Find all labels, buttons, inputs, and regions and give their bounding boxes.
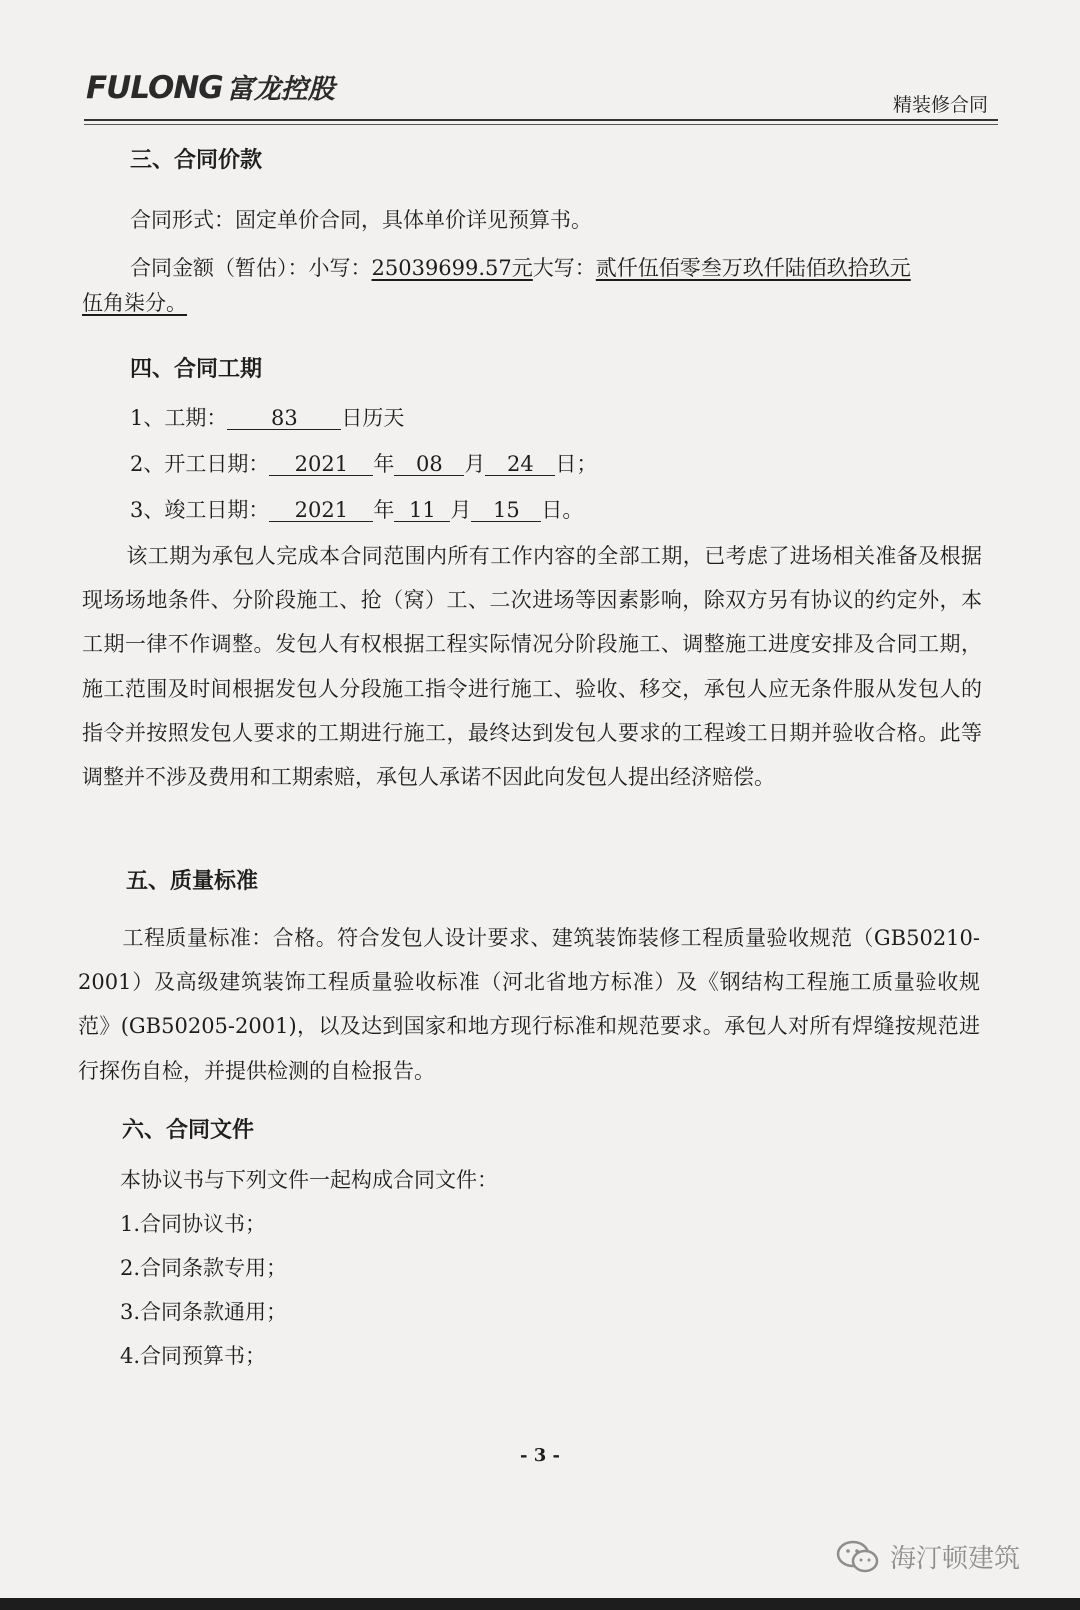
start-day: 24	[485, 453, 555, 476]
start-year-char: 年	[373, 452, 395, 476]
amount-small: 25039699.57元	[371, 256, 533, 280]
finish-end: 日。	[541, 498, 584, 522]
scan-edge-band	[0, 1598, 1080, 1610]
contract-amount-line-2	[82, 291, 201, 315]
logo-cn-text: 富龙控股	[226, 74, 335, 105]
finish-month-char: 月	[450, 498, 472, 522]
section-heading-price: 三、合同价款	[130, 148, 263, 173]
start-date-line	[130, 452, 597, 476]
period-paragraph	[82, 534, 982, 799]
start-month-char: 月	[464, 452, 486, 476]
page-number: - 3 -	[520, 1445, 560, 1466]
finish-year: 2021	[269, 499, 373, 522]
company-logo	[86, 70, 335, 106]
period-line	[130, 406, 404, 430]
section-heading-documents: 六、合同文件	[122, 1118, 255, 1143]
contract-amount-line	[130, 256, 911, 280]
start-month: 08	[394, 453, 464, 476]
document-type-label: 精装修合同	[892, 94, 988, 116]
section-heading-period: 四、合同工期	[130, 357, 263, 382]
finish-label: 3、竣工日期：	[130, 498, 270, 522]
quality-paragraph-text: 工程质量标准：合格。符合发包人设计要求、建筑装饰装修工程质量验收规范（GB50210-2001）及高级建筑装饰工程质量验收标准（河北省地方标准）及《钢结构工程施工质量验收规范》(GB50205-2001)，以及达到国家和地方现行标准和规范要求。承包人对所有焊缝按规范进行探伤自检，并提供检测的自检报告。	[78, 926, 980, 1083]
finish-month: 11	[394, 499, 450, 522]
contract-form-line: 合同形式：固定单价合同，具体单价详见预算书。	[130, 208, 592, 232]
start-label: 2、开工日期：	[130, 452, 270, 476]
header-divider-thin	[84, 124, 998, 125]
start-year: 2021	[269, 453, 373, 476]
header-divider	[84, 119, 998, 121]
wechat-icon	[836, 1540, 880, 1574]
amount-big-1: 贰仟伍佰零叁万玖仟陆佰玖拾玖元	[595, 256, 911, 280]
document-item: 4.合同预算书；	[120, 1344, 267, 1368]
watermark-text: 海汀顿建筑	[889, 1544, 1020, 1574]
finish-year-char: 年	[373, 498, 395, 522]
period-value: 83	[227, 407, 341, 430]
document-item: 1.合同协议书；	[120, 1212, 267, 1236]
amount-big-prefix: 大写：	[532, 256, 596, 280]
amount-big-2: 伍角柒分。	[82, 291, 187, 315]
quality-paragraph	[78, 916, 980, 1093]
period-label: 1、工期：	[130, 406, 228, 430]
finish-day: 15	[471, 499, 541, 522]
documents-intro: 本协议书与下列文件一起构成合同文件：	[120, 1168, 498, 1192]
document-item: 2.合同条款专用；	[120, 1256, 288, 1280]
section-heading-quality: 五、质量标准	[126, 869, 259, 894]
amount-prefix: 合同金额（暂估）：小写：	[130, 256, 372, 280]
wechat-watermark	[836, 1538, 1020, 1575]
period-paragraph-text: 该工期为承包人完成本合同范围内所有工作内容的全部工期，已考虑了进场相关准备及根据现场场地条件、分阶段施工、抢（窝）工、二次进场等因素影响，除双方另有协议的约定外，本工期一律不作调整。发包人有权根据工程实际情况分阶段施工、调整施工进度安排及合同工期，施工范围及时间根据发包人分段施工指令进行施工、验收、移交，承包人应无条件服从发包人的指令并按照发包人要求的工期进行施工，最终达到发包人要求的工程竣工日期并验收合格。此等调整并不涉及费用和工期索赔，承包人承诺不因此向发包人提出经济赔偿。	[82, 544, 982, 790]
period-unit: 日历天	[341, 406, 405, 430]
finish-date-line	[130, 498, 583, 522]
document-item: 3.合同条款通用；	[120, 1300, 288, 1324]
start-end: 日；	[555, 452, 598, 476]
logo-en-text: FULONG	[86, 70, 223, 106]
